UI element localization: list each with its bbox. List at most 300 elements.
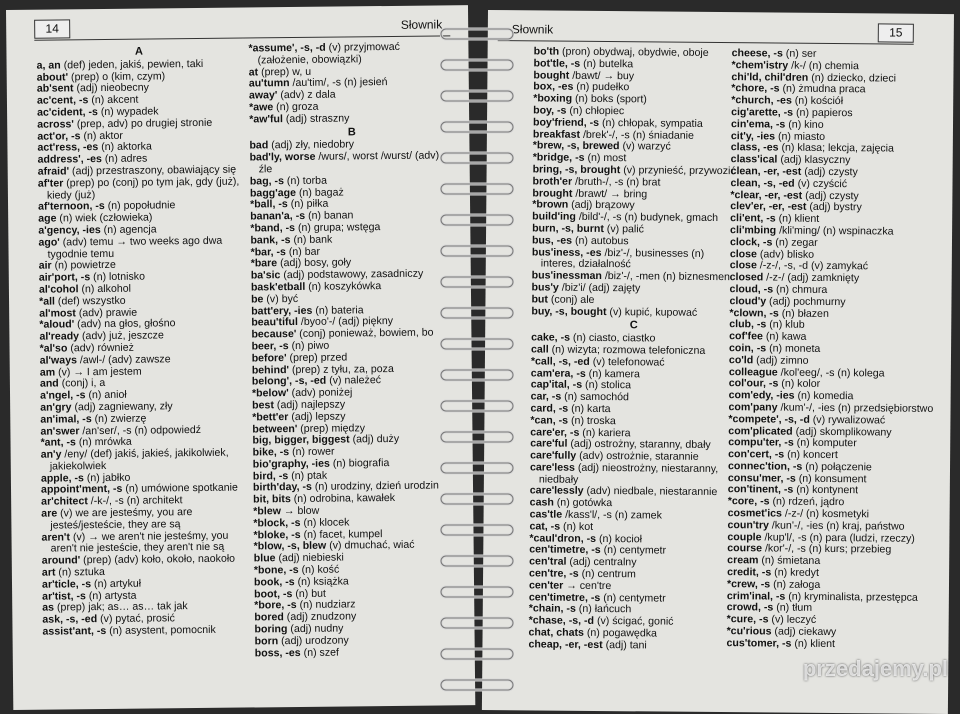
definition: (n) żmudna praca — [779, 82, 866, 96]
headword: colleague — [728, 365, 778, 379]
definition: /-z-/ (adj) zamknięty — [763, 271, 860, 285]
headword: a'gency, -ies — [38, 223, 101, 237]
definition: (n) alkohol — [78, 282, 132, 296]
headword: beer, -s — [251, 339, 289, 353]
headword: card, -s — [530, 402, 569, 415]
headword: boot, -s — [254, 587, 293, 601]
definition: (adv) blisko — [756, 247, 815, 261]
spiral-ring — [440, 615, 514, 631]
dictionary-entry — [726, 638, 931, 652]
headword: couple — [727, 530, 762, 544]
headword: cli'ent, -s — [730, 212, 776, 225]
headword: an'gry — [40, 401, 72, 414]
definition: (adj) skomplikowany — [792, 425, 892, 439]
spiral-ring — [440, 646, 514, 662]
definition: (adj) straszny — [282, 112, 350, 125]
headword: *cure, -s — [726, 613, 769, 626]
headword: cam'era, -s — [530, 366, 586, 380]
definition: (n) moneta — [766, 342, 821, 355]
definition: (adv) również — [67, 341, 134, 355]
definition: (n) koszykówka — [305, 280, 382, 293]
headword: al'most — [39, 306, 76, 320]
headword: credit, -s — [727, 566, 772, 579]
definition: (n) popołudnie — [104, 199, 176, 213]
headword: belong', -s, -ed — [251, 374, 327, 388]
headword: age — [38, 212, 57, 225]
definition: (v) palić — [603, 222, 644, 236]
headword: care'less — [529, 461, 575, 474]
headword: coin, -s — [729, 342, 767, 355]
headword: big, bigger, biggest — [252, 433, 350, 447]
spiral-ring — [440, 460, 514, 476]
headword: but — [531, 293, 549, 306]
definition: (n) kot — [560, 520, 594, 533]
spiral-ring — [440, 677, 514, 693]
definition: (n) karta — [568, 402, 611, 415]
headword: af'ternoon, -s — [38, 200, 105, 214]
headword: cosmet'ics — [727, 507, 783, 520]
definition: (def) wszystko — [54, 294, 126, 308]
section-letter: A — [134, 45, 143, 58]
headword: bus, -es — [531, 234, 573, 247]
headword: *chain, -s — [528, 602, 576, 616]
definition: (n) lotnisko — [90, 270, 146, 284]
definition: (n) piwo — [288, 339, 330, 352]
definition: (adj) tani — [602, 638, 647, 652]
definition: (prep) o (kim, czym) — [68, 69, 166, 83]
headword: *chore, -s — [731, 82, 780, 95]
headword: bring, -s, brought — [532, 163, 621, 177]
headword: cin'ema, -s — [730, 117, 786, 131]
headword: *compete', -s, -d — [728, 412, 810, 426]
headword: at — [248, 65, 259, 79]
headword: *bore, -s — [254, 599, 297, 612]
definition: (n) klub — [766, 318, 805, 332]
watermark: przedajemy.pl — [802, 656, 948, 681]
definition: (adj) zimno — [753, 354, 809, 367]
dictionary-entry — [528, 639, 733, 653]
headword: ac'cent, -s — [36, 94, 89, 107]
headword: air'port, -s — [38, 271, 91, 284]
headword: as — [42, 601, 55, 615]
headword: close — [729, 259, 757, 272]
definition: (conj) ale — [547, 293, 595, 306]
headword: bike, -s — [252, 446, 290, 459]
headword: *boxing — [533, 92, 573, 105]
headword: *caul'dron, -s — [529, 532, 597, 545]
definition: (prep) między — [297, 421, 366, 435]
definition: (n) kocioł — [596, 532, 643, 546]
definition: (adj) przestraszony, obawiający się — [69, 163, 237, 178]
headword: cash — [529, 496, 554, 509]
definition: (prep, adv) po drugiej stronie — [73, 116, 213, 131]
definition: /biz'-/, businesses (n) interes, działalność — [540, 246, 705, 271]
definition: (n) rdzeń, jądro — [769, 495, 845, 509]
definition: /kun'-/, -ies (n) kraj, państwo — [768, 519, 905, 533]
definition: (v) przynieść, przywozić — [620, 164, 736, 178]
definition: (n) łańcuch — [575, 603, 632, 616]
definition: (prep) z tyłu, za, poza — [288, 362, 394, 376]
headword: bored — [254, 611, 284, 624]
definition: (n) książka — [294, 575, 349, 588]
headword: compu'ter, -s — [728, 436, 794, 449]
headword: bask'etball — [250, 280, 306, 294]
headword: cen'timetre, -s — [528, 591, 601, 604]
definition: (n) agencja — [100, 223, 157, 236]
dictionary-entry — [41, 448, 246, 474]
definition: (adj) nieobecny — [73, 81, 149, 95]
headword: *ball, -s — [249, 198, 288, 211]
definition: (n) asystent, pomocnik — [106, 623, 216, 638]
headword: care'fully — [530, 449, 577, 462]
definition: (n) ciasto, ciastko — [569, 331, 656, 345]
definition: (def) jeden, jakiś, pewien, taki — [60, 57, 204, 72]
definition: (adv) na głos, głośno — [74, 317, 176, 331]
headword: cream — [727, 554, 759, 567]
headword: broth'er — [532, 175, 573, 188]
headword: bought — [533, 68, 570, 82]
spiral-ring — [440, 88, 514, 104]
headword: around' — [41, 554, 81, 567]
headword: a, an — [36, 59, 61, 72]
definition: (v) we are jesteśmy, you are jesteś/jesteście, they are są — [50, 506, 193, 532]
definition: (n) klient — [791, 637, 836, 650]
headword: con'cert, -s — [728, 448, 785, 461]
definition: /kor'-/, -s (n) kurs; przebieg — [762, 542, 892, 557]
spiral-ring — [440, 584, 514, 600]
dictionary-entry — [530, 462, 735, 487]
headword: boy, -s — [533, 104, 567, 117]
definition: (n) śmietana — [758, 554, 821, 568]
right-page-header — [498, 18, 914, 45]
definition: (n) urodziny, dzień urodzin — [311, 479, 439, 494]
headword: appoint'ment, -s — [40, 483, 123, 497]
headword: crowd, -s — [726, 601, 774, 614]
headword: *block, -s — [253, 516, 301, 530]
definition: (adj) czysty — [802, 189, 859, 202]
headword: burn, -s, burnt — [532, 222, 604, 235]
definition: (n) dziecko, dzieci — [808, 71, 897, 85]
headword: boring — [254, 623, 288, 636]
definition: (n) komedia — [794, 389, 854, 403]
headword: com'pany — [728, 401, 778, 414]
spiral-ring — [440, 553, 514, 569]
definition: (adj) niebieski — [275, 551, 344, 565]
headword: closed — [729, 271, 764, 284]
headword: coun'try — [727, 518, 769, 532]
headword: *brew, -s, brewed — [532, 139, 620, 153]
definition: (adv) już, jeszcze — [78, 329, 164, 343]
headword: an'swer — [40, 424, 80, 438]
definition: (adj) bosy, goły — [277, 256, 352, 270]
definition: (adj) pochmurny — [766, 295, 846, 308]
definition: (n) aktor — [80, 129, 123, 142]
definition: (adj) zagniewany, zły — [71, 400, 173, 414]
definition: (n) rower — [289, 445, 335, 459]
dictionary-column — [248, 41, 459, 660]
headword: address', -es — [37, 153, 102, 166]
definition: (adj) bystry — [806, 201, 862, 214]
definition: (adv) poniżej — [288, 386, 353, 400]
definition: (n) centymetr — [600, 544, 667, 558]
definition: (n) artysta — [85, 589, 137, 602]
headword: cloud'y — [729, 294, 767, 308]
definition: (n) piłka — [287, 197, 329, 211]
headword: cof'fee — [729, 330, 763, 343]
definition: → blow — [280, 504, 320, 518]
definition: (n) odrobina, kawałek — [290, 492, 396, 506]
definition: (adj) urodzony — [278, 634, 349, 648]
headword: *band, -s — [250, 221, 296, 235]
headword: *aloud' — [39, 318, 75, 331]
headword: afraid' — [37, 165, 70, 178]
headword: assist'ant, -s — [42, 625, 107, 638]
definition: (n) butelka — [580, 57, 634, 71]
section-letter: B — [347, 125, 356, 139]
definition: (adj) centralny — [566, 555, 637, 569]
definition: (v) być — [263, 292, 299, 306]
dictionary-entry — [42, 625, 247, 639]
headword: cas'tle — [529, 508, 563, 521]
headword: batt'ery, -ies — [251, 304, 313, 317]
headword: boss, -es — [254, 646, 301, 660]
headword: club, -s — [729, 318, 767, 331]
definition: (n) nudziarz — [296, 598, 356, 612]
headword: consu'mer, -s — [727, 471, 796, 485]
definition: (n) torba — [283, 174, 327, 187]
definition: /wurs/, worst /wurst/ (adv) źle — [258, 149, 440, 176]
definition: /eny/ (def) jakiś, jakieś, jakikolwiek, jakiekolwiek — [49, 446, 229, 473]
definition: /an'ser/, -s (n) odpowiedź — [79, 423, 202, 437]
definition: (n) troska — [568, 414, 616, 427]
headword: af'ter — [37, 177, 64, 190]
definition: (adj) ostrożny, staranny, dbały — [567, 438, 711, 452]
headword: bank, -s — [250, 233, 291, 247]
headword: best — [252, 399, 275, 412]
headword: chat, chats — [528, 626, 584, 639]
headword: *chase, -s, -d — [528, 614, 595, 628]
right-page — [482, 10, 954, 714]
headword: apple, -s — [40, 471, 84, 485]
definition: (v) leczyć — [768, 613, 817, 627]
spiral-ring — [440, 243, 514, 259]
definition: (conj) i, a — [58, 377, 106, 390]
definition: (n) kredyt — [771, 566, 819, 579]
definition: /kup'l/, -s (n) para (ludzi, rzeczy) — [761, 531, 915, 545]
headword: across' — [37, 118, 74, 131]
headword: clean, -er, -est — [730, 165, 802, 178]
headword: bus'inessman — [531, 269, 602, 283]
definition: (conj) ponieważ, bowiem, bo — [296, 326, 434, 341]
definition: /-z-/, -s, -d (v) zamykać — [756, 259, 869, 273]
definition: /brek'-/, -s (n) śniadanie — [579, 128, 694, 142]
headword: ask, -s, -ed — [42, 613, 98, 626]
definition: (n) połączenie — [802, 460, 872, 474]
definition: (n) most — [584, 152, 627, 165]
definition: /bruth-/, -s (n) brat — [572, 175, 661, 189]
headword: *bare — [250, 257, 278, 270]
definition: (n) klocek — [300, 516, 350, 529]
headword: art — [41, 566, 56, 579]
headword: aren't — [41, 531, 71, 544]
spiral-binding — [432, 8, 522, 708]
definition: (n) umówione spotkanie — [122, 482, 238, 496]
headword: box, -es — [533, 80, 574, 94]
headword: cake, -s — [531, 331, 571, 344]
dictionary-entry — [250, 150, 455, 176]
headword: bot'tle, -s — [533, 57, 581, 70]
definition: (n) powietrze — [51, 259, 116, 272]
headword: birth'day, -s — [252, 481, 312, 494]
headword: care'ful — [530, 437, 568, 451]
definition: (n) tłum — [773, 601, 813, 615]
definition: /bawt/ → buy — [569, 69, 635, 82]
headword: call — [530, 343, 549, 356]
dictionary-entry — [532, 247, 737, 272]
headword: *al'so — [39, 342, 68, 355]
definition: (n) pogawędka — [583, 626, 657, 640]
headword: cen'ter — [528, 579, 564, 592]
definition: (adj) nudny — [287, 622, 344, 636]
definition: (v) rywalizować — [809, 413, 886, 427]
headword: *clear, -er, -est — [730, 188, 803, 202]
page-number: 14 — [34, 19, 70, 38]
definition: (v) warzyć — [619, 140, 671, 153]
definition: (adj) podstawowy, zasadniczy — [280, 267, 424, 282]
definition: (n) klasa; lekcja, zajęcia — [778, 141, 894, 155]
page-title: Słownik — [400, 17, 443, 32]
definition: /kum'-/, -ies (n) przedsiębiorstwo — [777, 401, 934, 415]
definition: /biz'i/ (adj) zajęty — [558, 281, 641, 295]
definition: (v) dmuchać, wiać — [326, 539, 415, 553]
spiral-ring — [440, 491, 514, 507]
definition: /brawt/ → bring — [572, 187, 648, 200]
definition: (n) stolica — [582, 379, 632, 392]
headword: *assume', -s, -d — [248, 41, 326, 55]
headword: ab'sent — [36, 82, 74, 96]
definition: (n) kamera — [585, 367, 640, 380]
headword: ar'ticle, -s — [41, 578, 92, 591]
dictionary-column — [726, 48, 936, 651]
headword: cig'arette, -s — [731, 106, 794, 119]
headword: an'y — [40, 448, 62, 461]
definition: (n) artykuł — [90, 577, 142, 590]
definition: (n) papieros — [793, 106, 853, 120]
definition: (n) chłopiec — [566, 104, 625, 118]
definition: /kli'ming/ (n) wspinaczka — [776, 224, 894, 238]
headword: car, -s — [530, 390, 562, 403]
headword: al'ways — [39, 353, 78, 367]
definition: (prep) przed — [286, 351, 348, 364]
definition: (v) telefonować — [589, 355, 665, 369]
headword: bus'iness, -es — [531, 245, 602, 259]
definition: /-z-/ (n) kosmetyki — [781, 507, 870, 521]
dictionary-entry — [249, 112, 454, 126]
definition: (n) zwierzę — [91, 412, 147, 425]
headword: cen'tre, -s — [529, 567, 579, 580]
headword: *clown, -s — [729, 306, 779, 320]
headword: *ant, -s — [40, 436, 76, 449]
headword: bagg'age — [249, 186, 297, 200]
headword: con'tinent, -s — [727, 483, 794, 497]
definition: (adv) z dala — [277, 88, 336, 102]
definition: (n) anioł — [85, 388, 127, 402]
headword: com'edy, -ies — [728, 389, 795, 402]
headword: ar'tist, -s — [42, 589, 86, 603]
definition: /-k-/, -s (n) architekt — [87, 494, 183, 508]
headword: ar'chitect — [41, 495, 88, 508]
definition: (n) pudełko — [573, 81, 630, 94]
definition: (n) bateria — [312, 303, 364, 317]
headword: *below' — [251, 387, 289, 400]
headword: cen'timetre, -s — [529, 543, 601, 557]
dictionary-entry — [38, 176, 243, 202]
definition: (n) aktorka — [98, 140, 152, 154]
headword: about' — [36, 70, 69, 84]
headword: *can, -s — [530, 414, 569, 427]
headword: *cu'rious — [726, 625, 772, 638]
dictionary-entry — [38, 235, 243, 261]
definition: (n) bank — [290, 233, 333, 246]
definition: (n) wizyta; rozmowa telefoniczna — [548, 343, 706, 357]
headword: *call, -s, -ed — [530, 355, 590, 368]
headword: breakfast — [532, 127, 581, 141]
definition: (n) kość — [298, 563, 340, 577]
spiral-ring — [440, 398, 514, 414]
definition: (n) ser — [782, 47, 817, 60]
definition: (prep) jak; as… as… tak jak — [53, 600, 188, 614]
headword: cen'tral — [529, 555, 567, 568]
definition: (n) kolor — [778, 377, 821, 391]
headword: am — [39, 366, 56, 379]
spiral-ring — [440, 181, 514, 197]
headword: bad — [249, 139, 269, 152]
headword: cheap, -er, -est — [528, 638, 603, 651]
headword: *all — [38, 295, 56, 308]
definition: (adj) zły, niedobry — [268, 138, 355, 152]
headword: buy, -s, bought — [531, 304, 607, 318]
definition: /byoo'-/ (adj) piękny — [297, 315, 394, 329]
headword: act'or, -s — [37, 129, 81, 143]
headword: *blew — [253, 505, 281, 518]
headword: a'ngel, -s — [39, 389, 86, 402]
definition: (adj) lepszy — [288, 410, 346, 423]
headword: chi'ld, chil'dren — [731, 70, 809, 84]
headword: bio'graphy, -ies — [252, 457, 330, 471]
headword: beau'tiful — [251, 316, 299, 329]
headword: because' — [251, 328, 297, 341]
definition: (n) biografia — [329, 456, 390, 470]
definition: (n) kościół — [791, 94, 844, 108]
headword: com'plicated — [728, 424, 793, 438]
definition: (n) koncert — [784, 448, 838, 462]
definition: (v) przyjmować (założenie, obowiązki) — [257, 40, 400, 67]
headword: blue — [253, 552, 276, 565]
headword: close — [729, 247, 758, 260]
definition: (n) sztuka — [55, 566, 105, 579]
definition: /bild'-/, -s (n) budynek, gmach — [575, 210, 719, 225]
headword: *crew, -s — [726, 577, 771, 591]
definition: (n) samochód — [561, 390, 630, 404]
dictionary-entry — [248, 41, 453, 67]
definition: (n) wiek (człowieka) — [56, 211, 153, 225]
headword: between' — [252, 422, 298, 435]
definition: (v) kupić, kupować — [606, 305, 698, 319]
headword: *awe — [248, 101, 274, 114]
headword: ac'cident, -s — [37, 106, 98, 119]
definition: (n) autobus — [571, 234, 629, 247]
headword: before' — [251, 351, 287, 365]
